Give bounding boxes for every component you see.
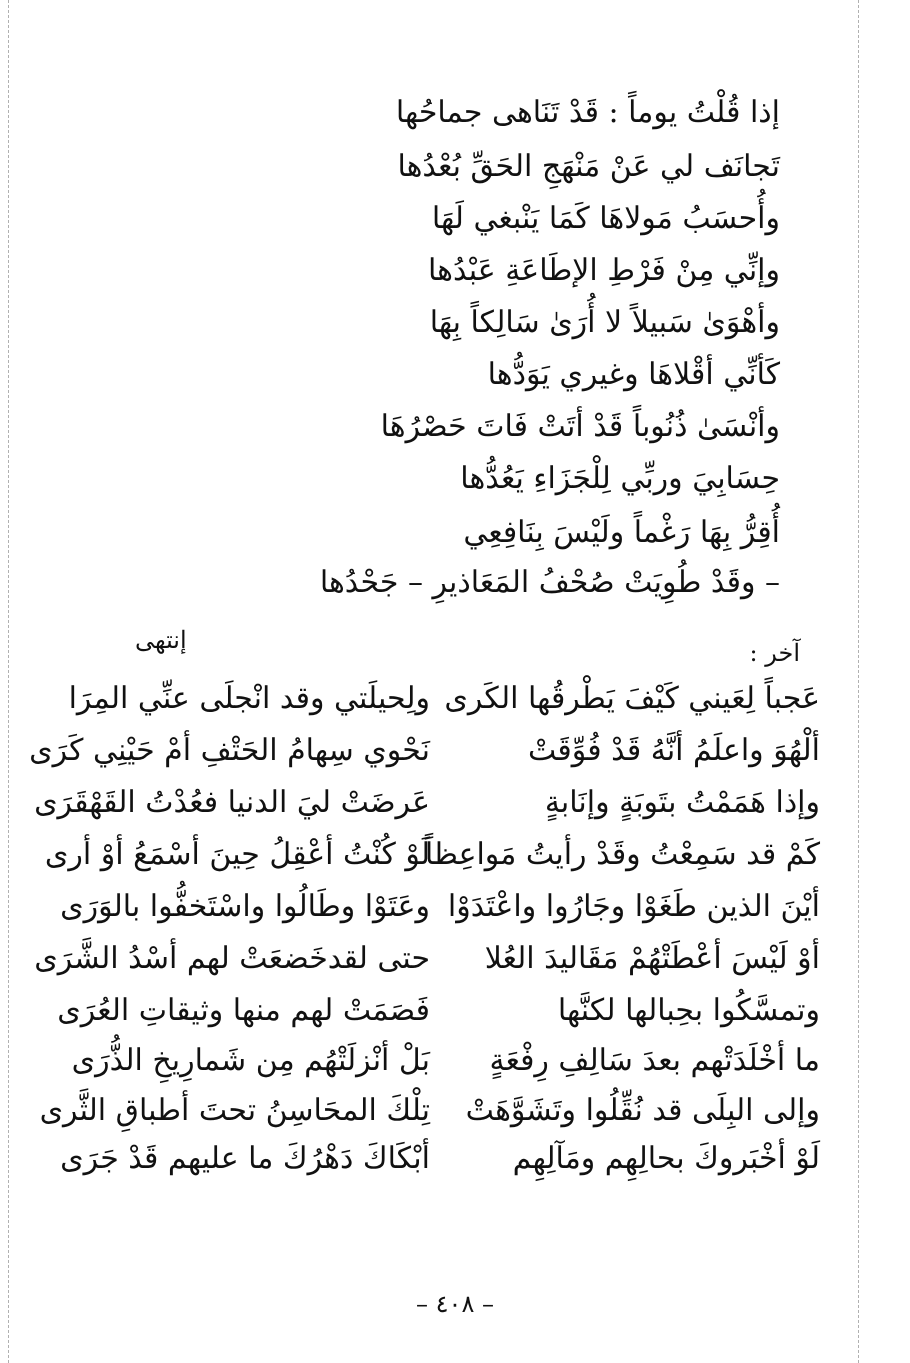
top-verse-line: وأُحسَبُ مَولاهَا كَمَا يَنْبغي لَهَا — [431, 201, 780, 236]
top-verse-line: وأهْوَىٰ سَبيلاً لا أُرَىٰ سَالِكاً بِهَا — [429, 305, 780, 340]
verse-first-hemistich: ألْهُوَ واعلَمُ أنَّهُ قَدْ فُوِّقَتْ — [527, 733, 820, 768]
verse-second-hemistich: وعَتَوْا وطَالُوا واسْتَخفُّوا بالوَرَى — [60, 889, 430, 924]
verse-first-hemistich: أيْنَ الذين طَغَوْا وجَارُوا واعْتَدَوْا — [447, 889, 820, 924]
top-verse-line: كَأنِّي أقْلاهَا وغيري يَوَدُّها — [487, 357, 780, 392]
ending-label: إنتهى — [135, 626, 187, 654]
top-verse-line: إذا قُلْتُ يوماً : قَدْ تَنَاهى جماحُها — [395, 95, 780, 130]
verse-second-hemistich: عَرضَتْ ليَ الدنيا فعُدْتُ القَهْقَرَى — [34, 785, 430, 820]
verse-second-hemistich: فَصَمَتْ لهم منها وثيقاتِ العُرَى — [57, 993, 430, 1028]
right-margin-guide — [858, 0, 859, 1363]
other-poem-label: آخر : — [749, 639, 800, 667]
verse-second-hemistich: ولِحيلَتي وقد انْجلَى عنِّي المِرَا — [68, 681, 430, 716]
verse-first-hemistich: وتمسَّكُوا بحِبالها لكنَّها — [557, 993, 820, 1028]
verse-second-hemistich: بَلْ أنْزلَتْهُم مِن شَمارِيخِ الذُّرَى — [71, 1043, 430, 1078]
top-verse-line: أُقِرُّ بِهَا رَغْماً ولَيْسَ بِنَافِعِي — [463, 515, 780, 550]
verse-second-hemistich: لَوْ كُنْتُ أعْقِلُ حِينَ أسْمَعُ أوْ أرى — [44, 837, 430, 872]
top-verse-line: وإنِّي مِنْ فَرْطِ الإطَاعَةِ عَبْدُها — [428, 253, 780, 288]
verse-first-hemistich: أوْ لَيْسَ أعْطَتْهُمْ مَقَاليدَ العُلا — [484, 941, 820, 976]
verse-first-hemistich: ما أخْلَدَتْهم بعدَ سَالِفِ رِفْعَةٍ — [489, 1043, 820, 1078]
top-verse-line: حِسَابِيَ وربِّي لِلْجَزَاءِ يَعُدُّها — [460, 461, 780, 496]
top-verse-line: – وقَدْ طُوِيَتْ صُحْفُ المَعَاذيرِ – جَحْدُها — [319, 565, 780, 600]
top-verse-line: تَجانَف لي عَنْ مَنْهَجِ الحَقِّ بُعْدُها — [397, 149, 780, 184]
verse-second-hemistich: حتى لقدخَضعَتْ لهم أسْدُ الشَّرَى — [34, 941, 430, 976]
verse-first-hemistich: عَجباً لِعَيني كَيْفَ يَطْرقُها الكَرى — [444, 681, 820, 716]
verse-first-hemistich: كَمْ قد سَمِعْتُ وقَدْ رأيتُ مَواعِظاً — [424, 837, 820, 872]
verse-first-hemistich: وإلى البِلَى قد نُقِّلُوا وتَشَوَّهَتْ — [465, 1093, 820, 1128]
verse-second-hemistich: نَحْوي سِهامُ الحَتْفِ أمْ حَيْنِي كَرَى — [29, 733, 430, 768]
verse-first-hemistich: لَوْ أخْبَروكَ بحالِهِم ومَآلِهِم — [512, 1141, 820, 1176]
left-margin-guide — [8, 0, 9, 1363]
page-number: – ٤٠٨ – — [416, 1290, 494, 1318]
top-verse-line: وأنْسَىٰ ذُنُوباً قَدْ أتَتْ فَاتَ حَصْرُهَا — [380, 409, 780, 444]
verse-first-hemistich: وإذا هَمَمْتُ بتَوبَةٍ وإنَابةٍ — [544, 785, 820, 820]
verse-second-hemistich: تِلْكَ المحَاسِنُ تحتَ أطباقِ الثَّرى — [39, 1093, 430, 1128]
verse-second-hemistich: أبْكَاكَ دَهْرُكَ ما عليهم قَدْ جَرَى — [60, 1141, 430, 1176]
